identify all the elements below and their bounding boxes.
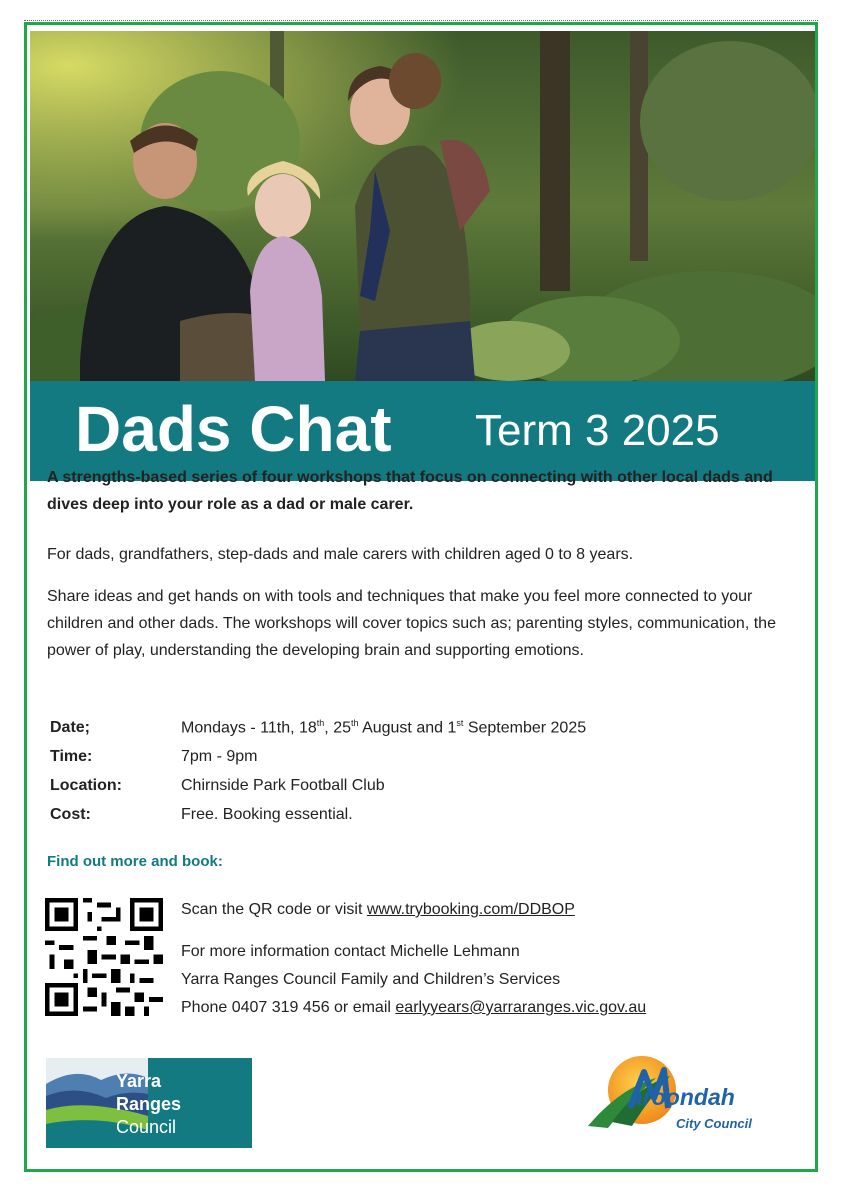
intro-paragraph: A strengths-based series of four workshops that focus on connecting with other local dads and dives deep into your role as a dad or male carer. xyxy=(47,469,773,513)
term-subtitle: Term 3 2025 xyxy=(475,406,720,455)
page-title: Dads Chat xyxy=(75,393,392,465)
cost-row xyxy=(50,800,750,829)
maroondah-name: aroondah xyxy=(630,1084,735,1110)
time-value: 7pm - 9pm xyxy=(181,747,258,765)
booking-link[interactable]: www.trybooking.com/DDBOP xyxy=(366,901,575,918)
org-line: Yarra Ranges Council Family and Children’s Services xyxy=(181,971,561,988)
contact-block xyxy=(181,896,781,1022)
info-line: For more information contact Michelle Lehmann xyxy=(181,943,520,960)
audience-paragraph: For dads, grandfathers, step-dads and male carers with children aged 0 to 8 years. xyxy=(47,546,634,563)
date-row xyxy=(50,713,750,742)
email-link[interactable]: earlyyears@yarraranges.vic.gov.au xyxy=(395,999,647,1016)
date-value: Mondays - 11th, 18th, 25th August and 1st September 2025 xyxy=(181,717,587,737)
family-garden-photo xyxy=(30,31,818,381)
yarra-logo-text: Yarra Ranges Council xyxy=(116,1071,182,1137)
cost-value: Free. Booking essential. xyxy=(181,805,353,823)
cost-label: Cost: xyxy=(50,805,91,823)
maroondah-subtitle: City Council xyxy=(676,1116,752,1131)
qr-code[interactable] xyxy=(45,898,163,1016)
scan-line: Scan the QR code or visit www.trybooking.com/DDBOP xyxy=(181,901,575,918)
location-row xyxy=(50,771,750,800)
date-label: Date; xyxy=(50,718,91,736)
event-details xyxy=(50,713,750,829)
find-out-heading: Find out more and book: xyxy=(47,853,223,870)
location-label: Location: xyxy=(50,776,122,794)
description-paragraph: Share ideas and get hands on with tools and techniques that make you feel more connected to your children and other dads. The workshops will cover topics such as; parenting styles, communication, the power of play, understanding the developing brain and supporting emotions. xyxy=(47,588,776,659)
hero-photo xyxy=(30,31,818,381)
location-value: Chirnside Park Football Club xyxy=(181,776,385,794)
phone-line: Phone 0407 319 456 or email earlyyears@yarraranges.vic.gov.au xyxy=(181,999,647,1016)
time-row xyxy=(50,742,750,771)
time-label: Time: xyxy=(50,747,93,765)
